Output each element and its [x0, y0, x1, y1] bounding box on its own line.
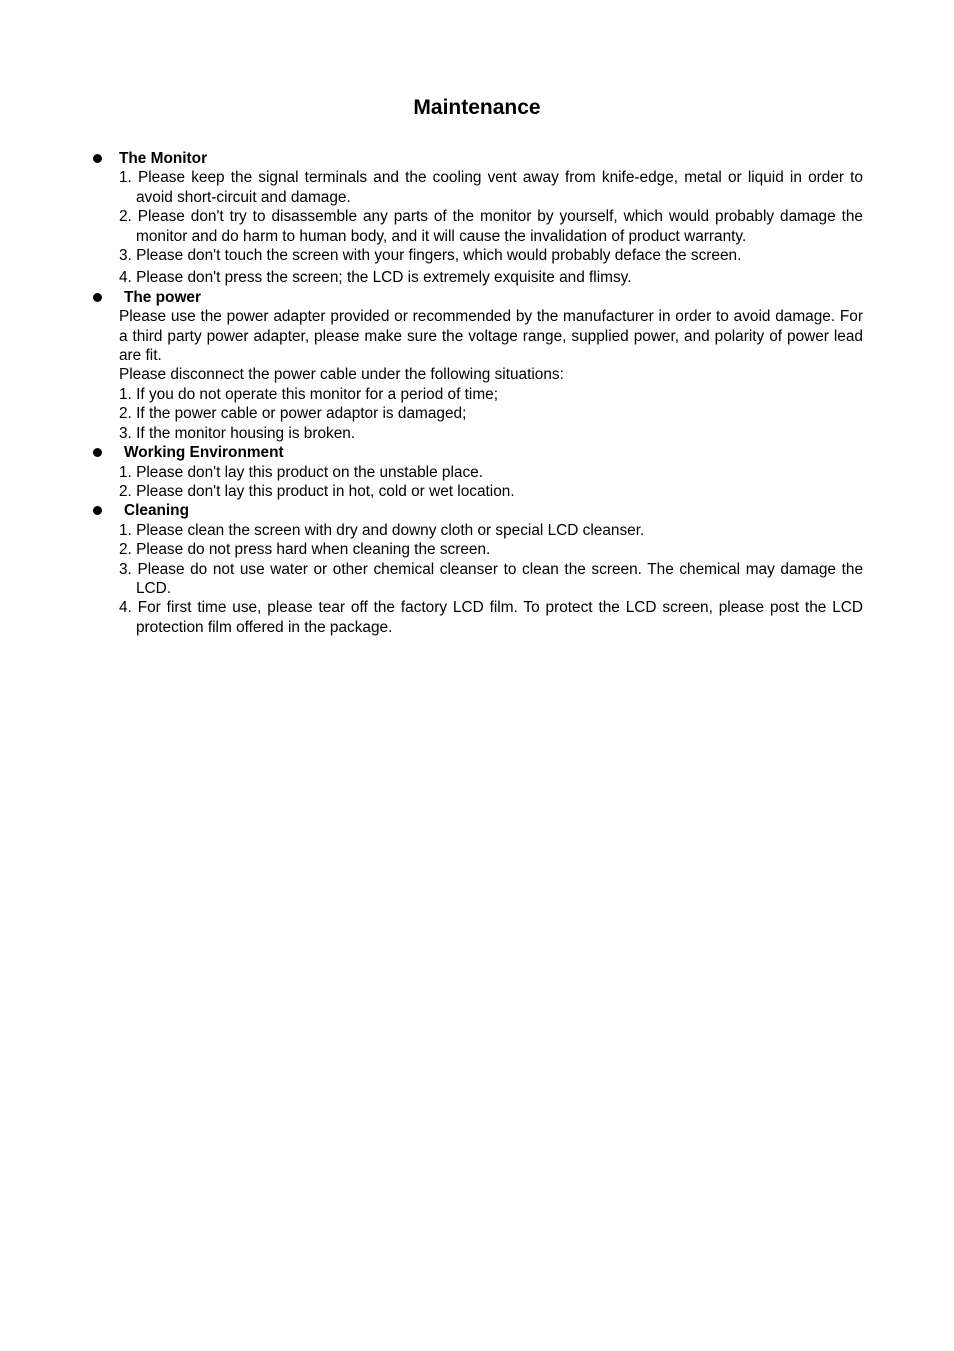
section-heading: [119, 501, 863, 520]
list-item: 2. If the power cable or power adaptor is damaged;: [119, 405, 467, 423]
list-item: 2. Please don't try to disassemble any parts of the monitor by yourself, which would probably damage the monitor and do harm to human body, and it will cause the invalidation of product warranty.: [119, 208, 863, 245]
list-item: 4. For first time use, please tear off the factory LCD film. To protect the LCD screen, please post the LCD protection film offered in the package.: [119, 599, 863, 636]
page-title: Maintenance: [413, 96, 541, 119]
section-cleaning: [119, 501, 863, 637]
list-item: 2. Please do not press hard when cleaning the screen.: [119, 541, 491, 559]
maintenance-content: [119, 149, 863, 637]
section-heading-text: Working Environment: [124, 444, 284, 462]
list-item: 4. Please don't press the screen; the LCD is extremely exquisite and flimsy.: [119, 269, 632, 287]
section-heading-text: The Monitor: [119, 150, 208, 167]
list-item: 1. Please clean the screen with dry and downy cloth or special LCD cleanser.: [119, 521, 645, 539]
section-heading: [119, 149, 863, 168]
bullet-icon: [93, 154, 102, 163]
list-item: 1. Please don't lay this product on the unstable place.: [119, 463, 484, 481]
paragraph: Please use the power adapter provided or recommended by the manufacturer in order to avoid damage. For a third party power adapter, please make sure the voltage range, supplied power, and polarity of power lead are fit.: [119, 308, 863, 365]
section-heading-text: The power: [124, 288, 201, 306]
bullet-icon: [93, 506, 102, 515]
section-the-power: [119, 288, 863, 443]
section-heading: [119, 288, 863, 307]
section-heading-text: Cleaning: [124, 502, 189, 520]
section-working-environment: [119, 443, 863, 501]
list-item: 3. Please do not use water or other chemical cleanser to clean the screen. The chemical may damage the LCD.: [119, 560, 863, 597]
bullet-icon: [93, 448, 102, 457]
list-item: 3. If the monitor housing is broken.: [119, 424, 356, 442]
list-item: 1. Please keep the signal terminals and the cooling vent away from knife-edge, metal or liquid in order to avoid short-circuit and damage.: [119, 169, 863, 206]
list-item: 2. Please don't lay this product in hot, cold or wet location.: [119, 482, 515, 500]
list-item: 3. Please don't touch the screen with your fingers, which would probably deface the screen.: [119, 247, 742, 265]
section-the-monitor: [119, 149, 863, 288]
list-item: 1. If you do not operate this monitor for a period of time;: [119, 385, 498, 403]
paragraph: Please disconnect the power cable under the following situations:: [119, 366, 564, 384]
section-heading: [119, 443, 863, 462]
bullet-icon: [93, 293, 102, 302]
